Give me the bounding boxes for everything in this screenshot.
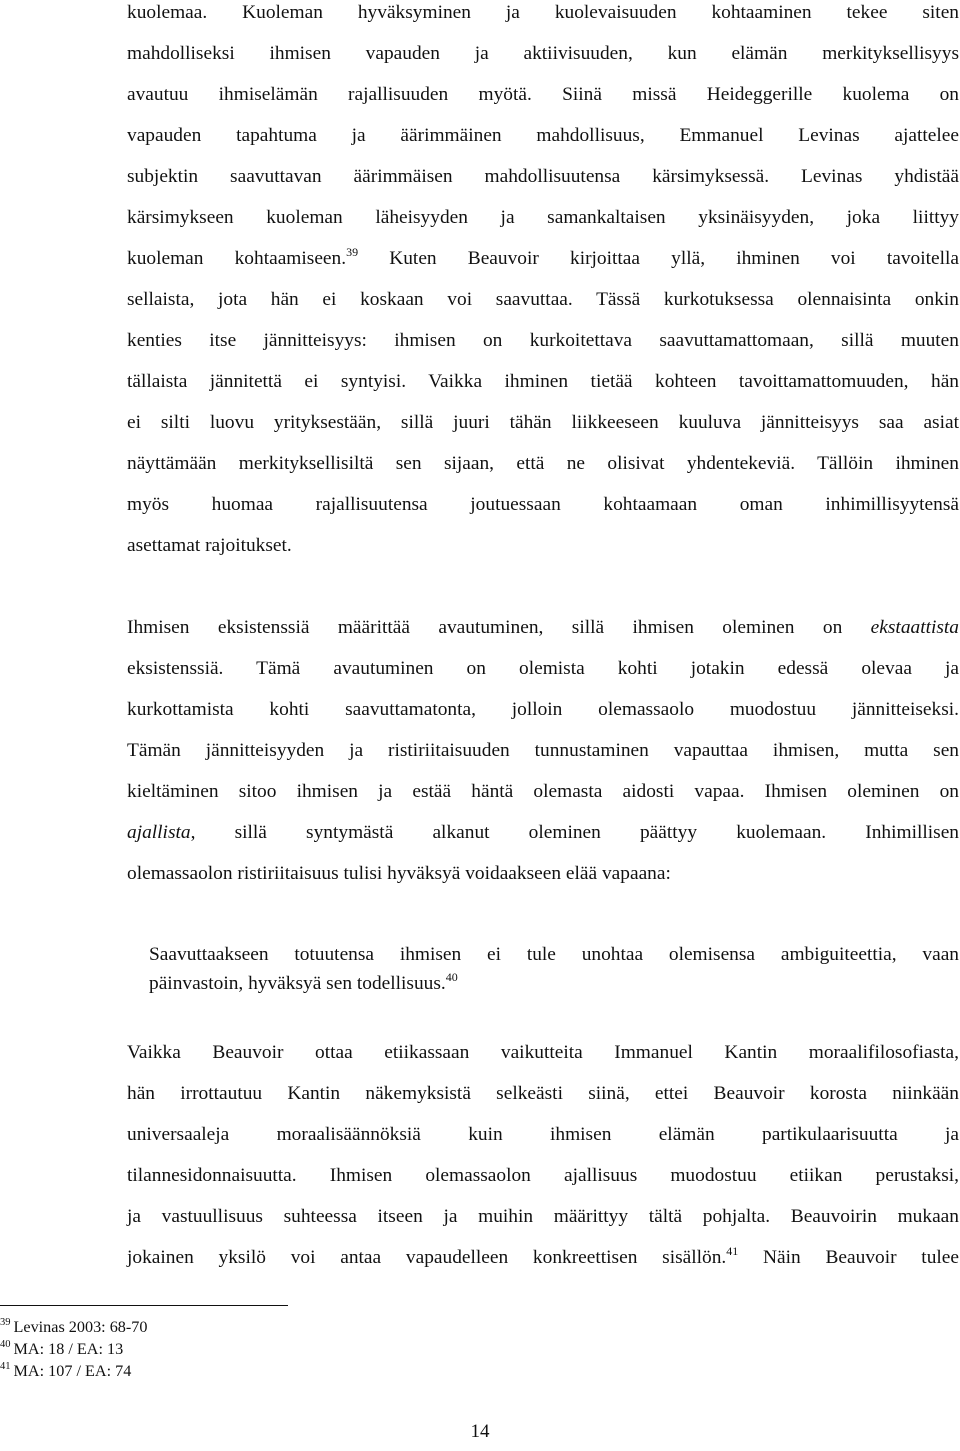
text-segment: Kuten Beauvoir kirjoittaa yllä, ihminen voi tavoitella xyxy=(358,248,959,269)
text-line: Tämän jännitteisyyden ja ristiriitaisuuden tunnustaminen vapauttaa ihmisen, mutta sen xyxy=(127,740,959,761)
footnote-ref-40[interactable]: 40 xyxy=(445,969,458,984)
page-number: 14 xyxy=(470,1421,490,1442)
text-line: vapauden tapahtuma ja äärimmäinen mahdollisuus, Emmanuel Levinas ajattelee xyxy=(127,125,959,146)
footnote-text: MA: 18 / EA: 13 xyxy=(13,1340,124,1358)
text-segment: Ihmisen eksistenssiä määrittää avautuminen, sillä ihmisen oleminen on xyxy=(127,617,871,638)
text-segment: kuoleman kohtaamiseen. xyxy=(127,248,347,269)
text-line: hän irrottautuu Kantin näkemyksistä selkeästi siinä, ettei Beauvoir korosta niinkään xyxy=(127,1083,959,1104)
text-line: myös huomaa rajallisuutensa joutuessaan kohtaamaan oman inhimillisyytensä xyxy=(127,494,959,515)
text-line: ja vastuullisuus suhteessa itseen ja muihin määrittyy tältä pohjalta. Beauvoirin mukaan xyxy=(127,1206,959,1227)
emphasis-term: ekstaattista xyxy=(870,617,959,638)
footnote-ref-39[interactable]: 39 xyxy=(346,244,359,259)
text-line: tällaista jännitettä ei syntyisi. Vaikka ihminen tietää kohteen tavoittamattomuuden, hän xyxy=(127,371,959,392)
footnote-number: 41 xyxy=(0,1360,11,1372)
text-line: kärsimykseen kuoleman läheisyyden ja samankaltaisen yksinäisyyden, joka liittyy xyxy=(127,207,959,228)
text-line: tilannesidonnaisuutta. Ihmisen olemassaolon ajallisuus muodostuu etiikan perustaksi, xyxy=(127,1165,959,1186)
text-line xyxy=(127,812,959,853)
text-line: eksistenssiä. Tämä avautuminen on olemista kohti jotakin edessä olevaa ja xyxy=(127,658,959,679)
text-segment: päinvastoin, hyväksyä sen todellisuus. xyxy=(149,973,446,994)
footnote-number: 40 xyxy=(0,1338,11,1350)
text-line: sellaista, jota hän ei koskaan voi saavuttaa. Tässä kurkotuksessa olennaisinta onkin xyxy=(127,289,959,310)
text-line: kieltäminen sitoo ihmisen ja estää häntä olemasta aidosti vapaa. Ihmisen oleminen on xyxy=(127,781,959,802)
quote-line: Saavuttaakseen totuutensa ihmisen ei tule unohtaa olemisensa ambiguiteettia, vaan xyxy=(149,944,959,965)
footnote-text: Levinas 2003: 68-70 xyxy=(13,1318,148,1336)
footnote-separator xyxy=(0,1305,288,1306)
text-line: kurkottamista kohti saavuttamatonta, jolloin olemassaolo muodostuu jännitteiseksi. xyxy=(127,699,959,720)
body-paragraph-3 xyxy=(127,1032,959,1278)
text-line: kuolemaa. Kuoleman hyväksyminen ja kuolevaisuuden kohtaaminen tekee siten xyxy=(127,2,959,23)
text-line: näyttämään merkityksellisiltä sen sijaan, että ne olisivat yhdentekeviä. Tällöin ihminen xyxy=(127,453,959,474)
block-quote xyxy=(149,940,959,998)
text-line xyxy=(127,1237,959,1278)
text-line: subjektin saavuttavan äärimmäisen mahdollisuutensa kärsimyksessä. Levinas yhdistää xyxy=(127,166,959,187)
footnote-40 xyxy=(0,1338,147,1360)
quote-line xyxy=(149,969,959,998)
text-segment: jokainen yksilö voi antaa vapaudelleen konkreettisen sisällön. xyxy=(127,1247,727,1268)
text-line: asettamat rajoitukset. xyxy=(127,535,292,556)
footnote-39 xyxy=(0,1316,147,1338)
emphasis-term: ajallista xyxy=(127,822,191,843)
text-line: ei silti luovu yrityksestään, sillä juuri tähän liikkeeseen kuuluva jännitteisyys saa asiat xyxy=(127,412,959,433)
text-line xyxy=(127,238,959,279)
text-line xyxy=(127,607,959,648)
text-line: avautuu ihmiselämän rajallisuuden myötä. Siinä missä Heideggerille kuolema on xyxy=(127,84,959,105)
footnote-text: MA: 107 / EA: 74 xyxy=(13,1362,132,1380)
text-segment: Näin Beauvoir tulee xyxy=(738,1247,959,1268)
text-line: mahdolliseksi ihmisen vapauden ja aktiivisuuden, kun elämän merkityksellisyys xyxy=(127,43,959,64)
text-line: kenties itse jännitteisyys: ihmisen on kurkoitettava saavuttamattomaan, sillä muuten xyxy=(127,330,959,351)
text-line: Vaikka Beauvoir ottaa etiikassaan vaikutteita Immanuel Kantin moraalifilosofiasta, xyxy=(127,1042,959,1063)
footnote-41 xyxy=(0,1360,147,1382)
body-paragraph-1 xyxy=(127,0,959,566)
text-line: olemassaolon ristiriitaisuus tulisi hyväksyä voidaakseen elää vapaana: xyxy=(127,863,671,884)
footnotes xyxy=(0,1316,147,1382)
text-segment: , sillä syntymästä alkanut oleminen päättyy kuolemaan. Inhimillisen xyxy=(190,822,959,843)
footnote-number: 39 xyxy=(0,1316,11,1328)
body-paragraph-2 xyxy=(127,607,959,894)
text-line: universaaleja moraalisäännöksiä kuin ihmisen elämän partikulaarisuutta ja xyxy=(127,1124,959,1145)
footnote-ref-41[interactable]: 41 xyxy=(726,1243,739,1258)
